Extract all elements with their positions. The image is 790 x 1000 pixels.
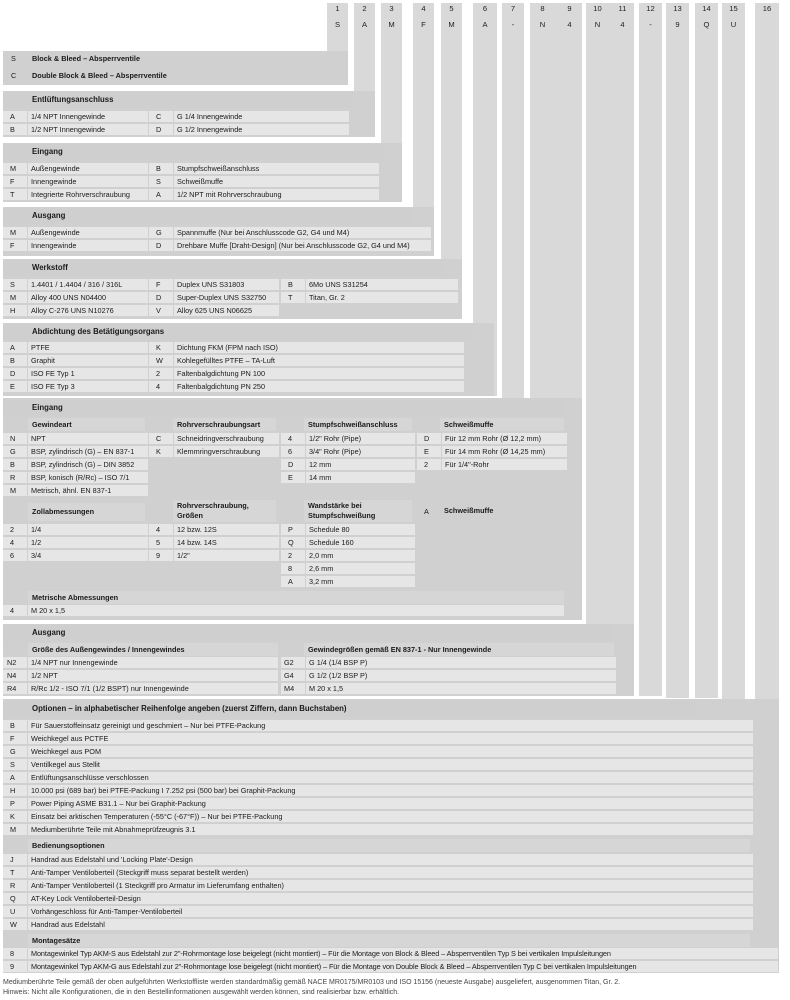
row-code: U xyxy=(3,906,27,917)
position-number: 12 xyxy=(639,3,662,14)
row-label: 14 mm xyxy=(306,472,415,483)
row-label: NPT xyxy=(28,433,148,444)
row-label: BSP, zylindrisch (G) – EN 837-1 xyxy=(28,446,148,457)
row-code: 4 xyxy=(149,524,173,535)
row-code: H xyxy=(3,305,27,316)
valve-type-row xyxy=(3,70,323,82)
row-code: 4 xyxy=(149,381,173,392)
section-title: Ausgang xyxy=(3,208,413,224)
row-label: Super-Duplex UNS S32750 xyxy=(174,292,279,303)
row-label: Ventilkegel aus Stellit xyxy=(28,759,753,770)
row-code: 8 xyxy=(3,948,27,959)
row-code: B xyxy=(281,279,305,290)
row-label: Schedule 80 xyxy=(306,524,415,535)
row-label: Handrad aus Edelstahl und 'Locking Plate'-Design xyxy=(28,854,753,865)
position-number: 9 xyxy=(557,3,582,14)
row-code: E xyxy=(417,446,441,457)
row-code: M xyxy=(3,485,27,496)
row-code: N2 xyxy=(3,657,27,668)
row-code: F xyxy=(3,733,27,744)
position-number: 14 xyxy=(695,3,718,14)
row-code: M xyxy=(3,227,27,238)
row-label: Entlüftungsanschlüsse verschlossen xyxy=(28,772,753,783)
column-12 xyxy=(639,3,662,696)
order-code-letter: M xyxy=(381,18,402,31)
row-label: Montagewinkel Typ AKM-G aus Edelstahl zur 2"-Rohrmontage lose beigelegt (nicht montiert) – Für die Montage von Double Block & Bleed – Absperrventilen Typ C bei vertikalen Impulsleitungen xyxy=(28,961,778,972)
position-number: 15 xyxy=(722,3,745,14)
row-code: T xyxy=(3,189,27,200)
row-code: D xyxy=(281,459,305,470)
order-code-letter: 9 xyxy=(666,18,689,31)
row-label: Drehbare Muffe [Draht-Design] (Nur bei Anschlusscode G2, G4 und M4) xyxy=(174,240,431,251)
row-code: 6 xyxy=(281,446,305,457)
subheader-inch-sizes: Zollabmessungen xyxy=(28,503,145,521)
column-13 xyxy=(666,3,689,698)
row-label: Innengewinde xyxy=(28,176,148,187)
row-label: 1/4 NPT Innengewinde xyxy=(28,111,148,122)
row-code: C xyxy=(11,71,17,80)
row-code: T xyxy=(281,292,305,303)
row-code: A xyxy=(149,189,173,200)
row-label: 3/4 xyxy=(28,550,148,561)
row-label: 1/2 NPT Innengewinde xyxy=(28,124,148,135)
row-label: Alloy 625 UNS N06625 xyxy=(174,305,279,316)
row-code: E xyxy=(3,381,27,392)
row-code: Q xyxy=(281,537,305,548)
row-code: M xyxy=(3,292,27,303)
row-label: Für 12 mm Rohr (Ø 12,2 mm) xyxy=(442,433,567,444)
row-label: M 20 x 1,5 xyxy=(28,605,564,616)
row-code: F xyxy=(3,176,27,187)
row-code: D xyxy=(149,240,173,251)
position-number: 6 xyxy=(473,3,497,14)
subheader-thread-type: Gewindeart xyxy=(28,418,145,431)
row-label: AT-Key Lock Ventiloberteil-Design xyxy=(28,893,753,904)
row-code: S xyxy=(3,759,27,770)
row-code: S xyxy=(149,176,173,187)
row-label: Power Piping ASME B31.1 – Nur bei Graphit-Packung xyxy=(28,798,753,809)
position-number: 1 xyxy=(327,3,348,14)
row-code: G xyxy=(3,446,27,457)
row-code: C xyxy=(149,433,173,444)
row-code: B xyxy=(3,459,27,470)
row-label: Für Sauerstoffeinsatz gereinigt und geschmiert – Nur bei PTFE-Packung xyxy=(28,720,753,731)
row-label: Titan, Gr. 2 xyxy=(306,292,458,303)
row-label: ISO FE Typ 3 xyxy=(28,381,148,392)
row-code: D xyxy=(417,433,441,444)
position-number: 4 xyxy=(413,3,434,14)
order-code-letter: S xyxy=(327,18,348,31)
row-code: P xyxy=(3,798,27,809)
row-label: Außengewinde xyxy=(28,163,148,174)
position-number: 13 xyxy=(666,3,689,14)
row-code: P xyxy=(281,524,305,535)
row-label: Anti-Tamper Ventiloberteil (1 Steckgriff pro Armatur im Lieferumfang enthalten) xyxy=(28,880,753,891)
row-code: 4 xyxy=(3,537,27,548)
order-code-letter: 4 xyxy=(611,18,634,31)
order-code-letter: A xyxy=(473,18,497,31)
row-code: D xyxy=(3,368,27,379)
subheader-fitting-sizes xyxy=(173,500,276,522)
row-code: 8 xyxy=(281,563,305,574)
subheader-wall-thickness xyxy=(304,500,412,522)
row-code: A xyxy=(3,111,27,122)
row-code: A xyxy=(281,576,305,587)
order-code-letter: - xyxy=(639,18,662,31)
row-code: N4 xyxy=(3,670,27,681)
row-code: R xyxy=(3,472,27,483)
row-code: V xyxy=(149,305,173,316)
row-label: Montagewinkel Typ AKM-S aus Edelstahl zur 2"-Rohrmontage lose beigelegt (nicht montiert) – Für die Montage von Block & Bleed – Absperrventilen Typ S bei vertikalen Impulsleitungen xyxy=(28,948,778,959)
row-label: PTFE xyxy=(28,342,148,353)
row-code: B xyxy=(3,124,27,135)
order-code-letter xyxy=(755,18,779,31)
position-number: 11 xyxy=(611,3,634,14)
row-code: K xyxy=(3,811,27,822)
row-code: A xyxy=(424,507,429,516)
row-label: 2,0 mm xyxy=(306,550,415,561)
row-code: F xyxy=(149,279,173,290)
row-label: Faltenbalgdichtung PN 100 xyxy=(174,368,464,379)
row-label: 1/2" xyxy=(174,550,279,561)
row-code: D xyxy=(149,292,173,303)
row-code: T xyxy=(3,867,27,878)
row-label: 1/2" Rohr (Pipe) xyxy=(306,433,415,444)
row-code: 4 xyxy=(281,433,305,444)
row-code: J xyxy=(3,854,27,865)
position-number: 16 xyxy=(755,3,779,14)
row-code: H xyxy=(3,785,27,796)
row-label: 1/2 xyxy=(28,537,148,548)
row-label: Schedule 160 xyxy=(306,537,415,548)
row-label: 2,6 mm xyxy=(306,563,415,574)
order-code-letter: - xyxy=(502,18,524,31)
section-title: Eingang xyxy=(3,144,383,160)
row-label: Handrad aus Edelstahl xyxy=(28,919,753,930)
row-label: 12 mm xyxy=(306,459,415,470)
position-number: 5 xyxy=(441,3,462,14)
row-label: Außengewinde xyxy=(28,227,148,238)
row-code: 9 xyxy=(149,550,173,561)
order-code-letter: 4 xyxy=(557,18,582,31)
row-label: G 1/4 (1/4 BSP P) xyxy=(306,657,616,668)
subheader-fitting-sizes-text: Rohrverschraubung, Größen xyxy=(177,501,249,520)
row-code: W xyxy=(3,919,27,930)
row-label: 1/4 NPT nur Innengewinde xyxy=(28,657,278,668)
row-label: Dichtung FKM (FPM nach ISO) xyxy=(174,342,464,353)
row-label: BSP, zylindrisch (G) – DIN 3852 xyxy=(28,459,148,470)
row-label: Für 1/4"-Rohr xyxy=(442,459,567,470)
section-title: Werkstoff xyxy=(3,260,443,276)
row-code: 6 xyxy=(3,550,27,561)
row-label: R/Rc 1/2 - ISO 7/1 (1/2 BSPT) nur Innengewinde xyxy=(28,683,278,694)
subheader-en837-sizes: Gewindegrößen gemäß EN 837-1 - Nur Innengewinde xyxy=(304,643,614,656)
position-number: 10 xyxy=(586,3,609,14)
row-label: Graphit xyxy=(28,355,148,366)
row-label: Double Block & Bleed – Absperrventile xyxy=(32,71,167,80)
row-code: 9 xyxy=(3,961,27,972)
row-label: BSP, konisch (R/Rc) – ISO 7/1 xyxy=(28,472,148,483)
row-code: 2 xyxy=(149,368,173,379)
row-label: Klemmringverschraubung xyxy=(174,446,279,457)
section-title: Eingang xyxy=(3,400,563,416)
row-label: Spannmuffe (Nur bei Anschlusscode G2, G4 und M4) xyxy=(174,227,431,238)
row-code: A xyxy=(3,342,27,353)
section-title: Optionen – in alphabetischer Reihenfolge angeben (zuerst Ziffern, dann Buchstaben) xyxy=(3,701,696,717)
column-10-11 xyxy=(586,3,634,693)
valve-type-row xyxy=(3,53,323,65)
row-code: M4 xyxy=(281,683,305,694)
row-code: G2 xyxy=(281,657,305,668)
row-label: 1/2 NPT xyxy=(28,670,278,681)
subheader-butt-weld: Stumpfschweißanschluss xyxy=(304,418,412,431)
row-code: S xyxy=(11,54,16,63)
row-code: G xyxy=(3,746,27,757)
row-label: Alloy C-276 UNS N10276 xyxy=(28,305,148,316)
row-code: K xyxy=(149,342,173,353)
row-code: B xyxy=(3,720,27,731)
row-label: Duplex UNS S31803 xyxy=(174,279,279,290)
position-number: 8 xyxy=(530,3,555,14)
row-label: 1/4 xyxy=(28,524,148,535)
row-label: Anti-Tamper Ventiloberteil (Steckgriff muss separat bestellt werden) xyxy=(28,867,753,878)
row-label: 1.4401 / 1.4404 / 316 / 316L xyxy=(28,279,148,290)
position-number: 3 xyxy=(381,3,402,14)
row-code: K xyxy=(149,446,173,457)
row-code: A xyxy=(3,772,27,783)
row-label: Weichkegel aus POM xyxy=(28,746,753,757)
subheader-mounting-kits: Montagesätze xyxy=(28,934,750,947)
row-label: 1/2 NPT mit Rohrverschraubung xyxy=(174,189,379,200)
order-code-letter: F xyxy=(413,18,434,31)
row-code: F xyxy=(3,240,27,251)
row-label: Stumpfschweißanschluss xyxy=(174,163,379,174)
row-code: G4 xyxy=(281,670,305,681)
row-label: Integrierte Rohrverschraubung xyxy=(28,189,148,200)
row-label: ISO FE Typ 1 xyxy=(28,368,148,379)
row-label: G 1/2 (1/2 BSP P) xyxy=(306,670,616,681)
row-label: Für 14 mm Rohr (Ø 14,25 mm) xyxy=(442,446,567,457)
row-label: Alloy 400 UNS N04400 xyxy=(28,292,148,303)
row-label: 14 bzw. 14S xyxy=(174,537,279,548)
subheader-metric-sizes: Metrische Abmessungen xyxy=(28,591,564,604)
row-code: B xyxy=(3,355,27,366)
column-14 xyxy=(695,3,718,698)
row-label: G 1/2 Innengewinde xyxy=(174,124,349,135)
row-label: 3/4" Rohr (Pipe) xyxy=(306,446,415,457)
row-code: 2 xyxy=(3,524,27,535)
row-label: G 1/4 Innengewinde xyxy=(174,111,349,122)
row-code: M xyxy=(3,824,27,835)
row-label: M 20 x 1,5 xyxy=(306,683,616,694)
row-code: N xyxy=(3,433,27,444)
row-code: R xyxy=(3,880,27,891)
row-code: M xyxy=(3,163,27,174)
row-label: Mediumberührte Teile mit Abnahmeprüfzeugnis 3.1 xyxy=(28,824,753,835)
row-label: Vorhängeschloss für Anti-Tamper-Ventiloberteil xyxy=(28,906,753,917)
row-label: Einsatz bei arktischen Temperaturen (-55°C (-67°F)) – Nur bei PTFE-Packung xyxy=(28,811,753,822)
position-number: 7 xyxy=(502,3,524,14)
row-code: Q xyxy=(3,893,27,904)
row-code: 5 xyxy=(149,537,173,548)
row-code: W xyxy=(149,355,173,366)
order-code-letter: Q xyxy=(695,18,718,31)
subheader-wall-thickness-text: Wandstärke bei Stumpfschweißung xyxy=(308,501,376,520)
row-code: D xyxy=(149,124,173,135)
section-title: Ausgang xyxy=(3,625,613,641)
row-code: 2 xyxy=(281,550,305,561)
row-label: Block & Bleed – Absperrventile xyxy=(32,54,141,63)
section-title: Abdichtung des Betätigungsorgans xyxy=(3,324,473,340)
row-label: Innengewinde xyxy=(28,240,148,251)
row-code: 2 xyxy=(417,459,441,470)
row-label: 12 bzw. 12S xyxy=(174,524,279,535)
row-code: G xyxy=(149,227,173,238)
row-code: R4 xyxy=(3,683,27,694)
subheader-socket-weld-2: Schweißmuffe xyxy=(444,506,494,515)
order-code-letter: U xyxy=(722,18,745,31)
footer-note: Mediumberührte Teile gemäß der oben aufgeführten Werkstoffliste werden standardmäßig gemäß NACE MR0175/MR0103 und ISO 15156 (neueste Ausgabe) ausgeliefert, ausgenommen Titan, Gr. 2. xyxy=(3,979,621,986)
row-code: C xyxy=(149,111,173,122)
row-label: 10.000 psi (689 bar) bei PTFE-Packung I 7.252 psi (500 bar) bei Graphit-Packung xyxy=(28,785,753,796)
position-number: 2 xyxy=(354,3,375,14)
section-title: Entlüftungsanschluss xyxy=(3,92,353,108)
row-label: Schneidringverschraubung xyxy=(174,433,279,444)
row-label: Faltenbalgdichtung PN 250 xyxy=(174,381,464,392)
row-label: 6Mo UNS S31254 xyxy=(306,279,458,290)
row-label: 3,2 mm xyxy=(306,576,415,587)
order-code-letter: M xyxy=(441,18,462,31)
row-code: 4 xyxy=(3,605,27,616)
order-code-letter: N xyxy=(586,18,609,31)
row-code: E xyxy=(281,472,305,483)
row-label: Metrisch, ähnl. EN 837-1 xyxy=(28,485,148,496)
subheader-outlet-thread-size: Größe des Außengewindes / Innengewindes xyxy=(28,643,278,656)
order-code-letter: N xyxy=(530,18,555,31)
row-code: S xyxy=(3,279,27,290)
footer-hint: Hinweis: Nicht alle Konfigurationen, die in den Bestellinformationen ausgewählt werden können, sind realisierbar bzw. erhältlich. xyxy=(3,989,400,996)
row-label: Weichkegel aus PCTFE xyxy=(28,733,753,744)
row-label: Schweißmuffe xyxy=(174,176,379,187)
row-code: B xyxy=(149,163,173,174)
subheader-fitting-type: Rohrverschraubungsart xyxy=(173,418,276,431)
subheader-socket-weld: Schweißmuffe xyxy=(440,418,564,431)
order-code-letter: A xyxy=(354,18,375,31)
subheader-operating-options: Bedienungsoptionen xyxy=(28,839,750,852)
row-label: Kohlegefülltes PTFE – TA-Luft xyxy=(174,355,464,366)
